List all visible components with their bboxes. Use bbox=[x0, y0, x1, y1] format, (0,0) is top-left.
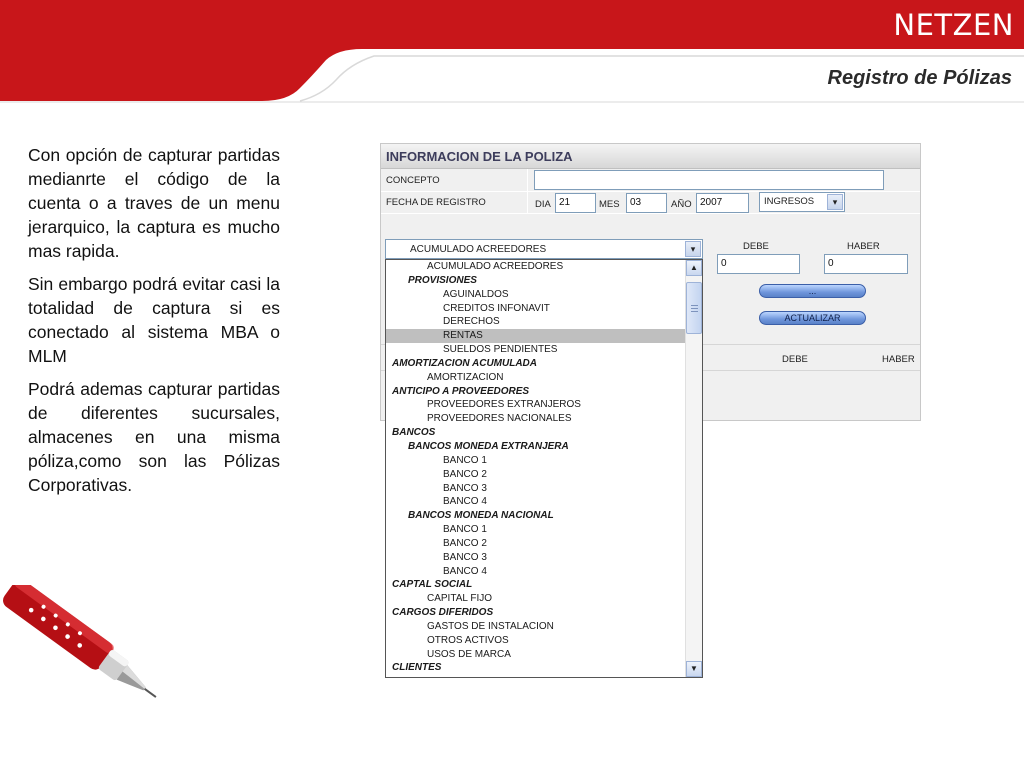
dia-input[interactable]: 21 bbox=[555, 193, 596, 213]
row-divider bbox=[381, 213, 920, 214]
tipo-poliza-select[interactable] bbox=[759, 192, 845, 212]
dropdown-option[interactable]: ACUMULADO ACREEDORES bbox=[427, 261, 564, 272]
dropdown-option[interactable]: DERECHOS bbox=[443, 316, 500, 328]
anio-input[interactable]: 2007 bbox=[696, 193, 749, 213]
dropdown-option[interactable]: PROVEEDORES EXTRANJEROS bbox=[427, 399, 581, 411]
concepto-label: CONCEPTO bbox=[386, 175, 440, 186]
dropdown-option[interactable]: BANCO 2 bbox=[443, 537, 487, 549]
dia-label: DIA bbox=[535, 199, 551, 210]
debe-input[interactable]: 0 bbox=[717, 254, 800, 274]
dropdown-option[interactable]: SUELDOS PENDIENTES bbox=[443, 344, 558, 356]
pen-illustration bbox=[0, 585, 200, 735]
dropdown-option[interactable]: BANCO 4 bbox=[443, 496, 487, 508]
concepto-input[interactable] bbox=[534, 170, 884, 190]
fecha-registro-label: FECHA DE REGISTRO bbox=[386, 197, 486, 208]
dropdown-option[interactable]: BANCO 1 bbox=[443, 454, 487, 466]
dropdown-option[interactable]: BANCO 1 bbox=[443, 524, 487, 536]
ellipsis-button[interactable]: ... bbox=[759, 284, 866, 298]
dropdown-option[interactable]: BANCO 3 bbox=[443, 482, 487, 494]
dropdown-option[interactable]: ANTICIPO A PROVEEDORES bbox=[392, 385, 530, 397]
dropdown-option[interactable]: BANCO 2 bbox=[443, 468, 487, 480]
dropdown-option[interactable]: RENTAS bbox=[386, 329, 686, 343]
description-paragraph-1: Con opción de capturar partidas medianrte el código de la cuenta o a traves de un menu jerarquico, la captura es mucho mas rapida. bbox=[28, 145, 280, 261]
actualizar-button[interactable]: ACTUALIZAR bbox=[759, 311, 866, 325]
mes-input[interactable]: 03 bbox=[626, 193, 667, 213]
description-text bbox=[28, 143, 280, 506]
dropdown-option[interactable]: BANCOS MONEDA EXTRANJERA bbox=[408, 440, 569, 452]
cuenta-select[interactable] bbox=[385, 239, 703, 259]
dropdown-option[interactable]: GASTOS DE INSTALACION bbox=[427, 620, 554, 632]
dropdown-option[interactable]: PROVISIONES bbox=[408, 274, 477, 286]
cuenta-dropdown-list[interactable] bbox=[385, 259, 703, 678]
anio-label: AÑO bbox=[671, 199, 692, 210]
dropdown-option[interactable]: AMORTIZACION bbox=[427, 371, 504, 383]
chevron-down-icon[interactable]: ▾ bbox=[827, 194, 843, 210]
page-title: Registro de Pólizas bbox=[827, 67, 1012, 89]
scrollbar[interactable] bbox=[685, 260, 702, 677]
dropdown-option[interactable]: CARGOS DIFERIDOS bbox=[392, 607, 494, 619]
dropdown-option[interactable]: PROVEEDORES NACIONALES bbox=[427, 413, 572, 425]
dropdown-option[interactable]: CLIENTES bbox=[392, 662, 442, 674]
dropdown-option[interactable]: BANCOS MONEDA NACIONAL bbox=[408, 510, 554, 522]
debe-label: DEBE bbox=[743, 241, 769, 252]
haber-input[interactable]: 0 bbox=[824, 254, 908, 274]
cuenta-select-value: ACUMULADO ACREEDORES bbox=[410, 244, 547, 255]
dropdown-option[interactable]: OTROS ACTIVOS bbox=[427, 634, 509, 646]
scroll-up-icon[interactable]: ▲ bbox=[686, 260, 702, 276]
dropdown-option[interactable]: BANCO 3 bbox=[443, 551, 487, 563]
scroll-down-icon[interactable]: ▼ bbox=[686, 661, 702, 677]
dropdown-option[interactable]: AGUINALDOS bbox=[443, 288, 509, 300]
dropdown-option[interactable]: CAPTAL SOCIAL bbox=[392, 579, 473, 591]
brand-logo: NETZEN bbox=[893, 8, 1014, 42]
column-divider bbox=[527, 169, 528, 213]
mes-label: MES bbox=[599, 199, 620, 210]
description-paragraph-3: Podrá ademas capturar partidas de diferentes sucursales, almacenes en una misma póliza,como son las Pólizas Corporativas. bbox=[28, 379, 280, 495]
dropdown-option[interactable]: CAPITAL FIJO bbox=[427, 593, 493, 605]
haber-label: HABER bbox=[847, 241, 880, 252]
cuenta-options bbox=[386, 260, 686, 675]
grid-debe-header: DEBE bbox=[782, 354, 808, 365]
description-paragraph-2: Sin embargo podrá evitar casi la totalidad de captura si es conectado al sistema MBA o MLM bbox=[28, 274, 280, 366]
dropdown-option[interactable]: AMORTIZACION ACUMULADA bbox=[392, 357, 537, 369]
dropdown-option[interactable]: USOS DE MARCA bbox=[427, 648, 511, 660]
dropdown-option[interactable]: BANCO 4 bbox=[443, 565, 487, 577]
chevron-down-icon[interactable]: ▾ bbox=[685, 241, 701, 257]
scroll-thumb[interactable] bbox=[686, 282, 702, 334]
panel-header: INFORMACION DE LA POLIZA bbox=[381, 144, 920, 169]
grid-haber-header: HABER bbox=[882, 354, 915, 365]
dropdown-option[interactable]: CREDITOS INFONAVIT bbox=[443, 302, 550, 314]
dropdown-option[interactable]: BANCOS bbox=[392, 427, 436, 439]
tipo-poliza-value: INGRESOS bbox=[764, 196, 815, 207]
